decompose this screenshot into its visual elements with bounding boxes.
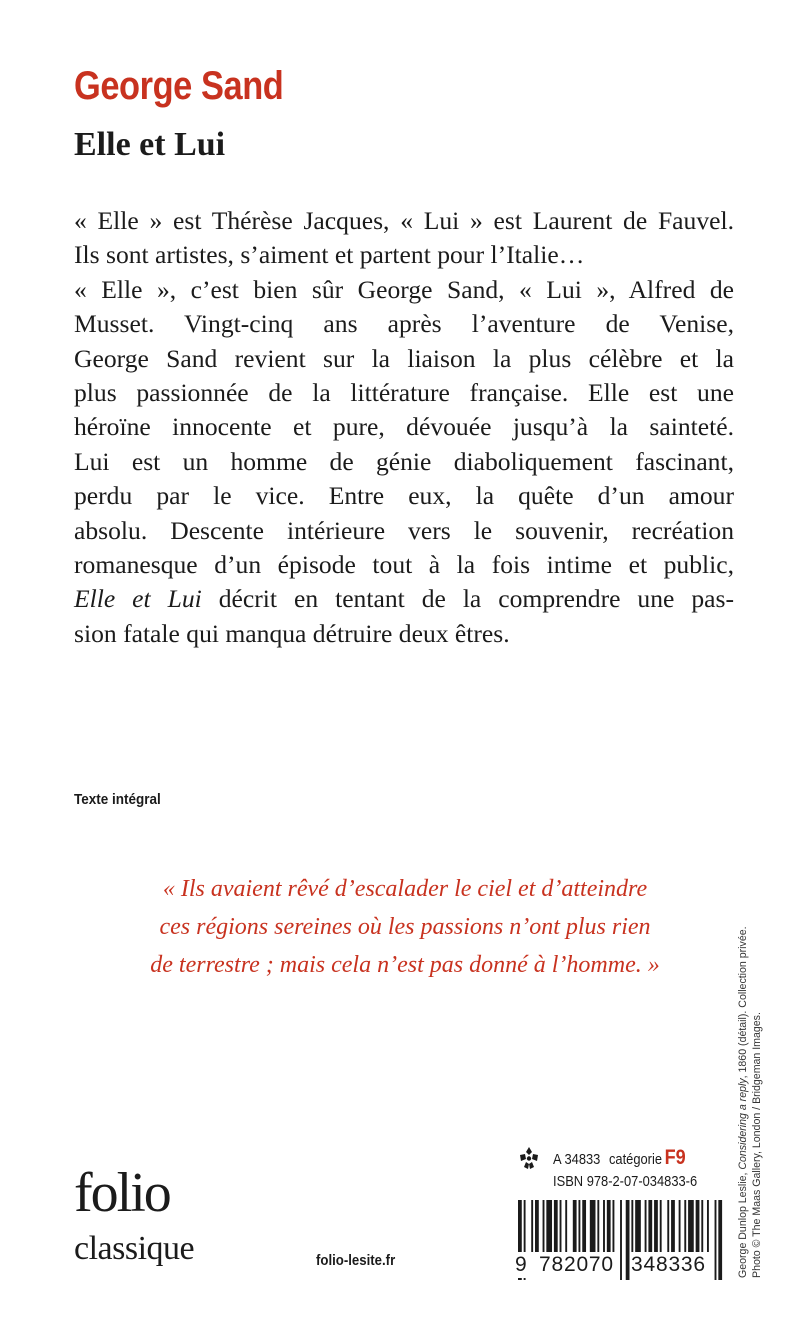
quote-line: de terrestre ; mais cela n’est pas donné à l’homme. » [150, 952, 660, 978]
credit-artwork-title: Considering a reply [737, 1078, 749, 1170]
blurb-line-rest: décrit en tentant de la comprendre une pas- [201, 584, 734, 614]
author-name: George Sand [74, 64, 284, 108]
barcode-digits [515, 1252, 725, 1278]
barcode-group-1: 782070 [539, 1253, 614, 1276]
barcode-bar [688, 1200, 694, 1252]
barcode-bar [707, 1200, 709, 1252]
barcode-group-2: 348336 [631, 1253, 706, 1276]
credit-line-2: Photo © The Maas Gallery, London / Bridgeman Images. [751, 1012, 763, 1278]
brand-classique: classique [74, 1230, 195, 1267]
credit-artist: George Dunlop Leslie, [737, 1169, 749, 1278]
barcode-bar [667, 1200, 669, 1252]
blurb-line: héroïne innocente et pure, dévouée jusqu’à la sainteté. [74, 412, 734, 442]
pull-quote [74, 870, 736, 984]
blurb-line [74, 582, 734, 616]
blurb-line: George Sand revient sur la liaison la plus célèbre et la [74, 343, 734, 373]
integral-text-label: Texte intégral [74, 791, 161, 808]
blurb [74, 204, 734, 651]
barcode-bar [582, 1200, 586, 1252]
blurb-line: « Elle » est Thérèse Jacques, « Lui » est Laurent de Fauvel. [74, 206, 734, 235]
blurb-line: romanesque d’un épisode tout à la fois intime et public, [74, 550, 734, 580]
isbn: ISBN 978-2-07-034833-6 [553, 1173, 698, 1190]
barcode-bar [531, 1200, 533, 1252]
barcode-bar [565, 1200, 567, 1252]
barcode-bar [597, 1200, 599, 1252]
reference-line [553, 1147, 686, 1171]
barcode-bar [590, 1200, 596, 1252]
barcode-bar [696, 1200, 700, 1252]
blurb-line: « Elle », c’est bien sûr George Sand, « Lui », Alfred de [74, 274, 734, 304]
blurb-line: Ils sont artistes, s’aiment et partent pour l’Italie… [74, 240, 585, 270]
barcode-bar [671, 1200, 675, 1252]
barcode-bar [660, 1200, 662, 1252]
quote-line: « Ils avaient rêvé d’escalader le ciel et d’atteindre [162, 876, 648, 902]
credit-details: , 1860 (détail). Collection privée. [737, 926, 749, 1079]
book-title: Elle et Lui [74, 126, 226, 163]
blurb-line: absolu. Descente intérieure vers le souvenir, recréation [74, 515, 734, 545]
barcode-bar [648, 1200, 652, 1252]
barcode-bar [701, 1200, 703, 1252]
category-code: F9 [664, 1146, 686, 1169]
barcode-bar [535, 1200, 539, 1252]
barcode-bar [679, 1200, 681, 1252]
barcode-bar [684, 1200, 686, 1252]
blurb-line: plus passionnée de la littérature française. Elle est une [74, 378, 734, 408]
barcode-bar [635, 1200, 641, 1252]
barcode-bar [546, 1200, 552, 1252]
barcode-bar [578, 1200, 580, 1252]
blurb-line: perdu par le vice. Entre eux, la quête d’un amour [74, 481, 734, 511]
blurb-line: Musset. Vingt-cinq ans après l’aventure de Venise, [74, 309, 734, 339]
barcode-bar [645, 1200, 647, 1252]
gallimard-logo-icon [517, 1146, 541, 1170]
image-credit [736, 838, 776, 1278]
barcode-bar [631, 1200, 633, 1252]
category-label: catégorie [608, 1151, 663, 1168]
blurb-italic-title: Elle et Lui [74, 584, 202, 614]
blurb-line: sion fatale qui manqua détruire deux êtres. [74, 618, 510, 648]
barcode-bar [612, 1200, 614, 1252]
barcode-bar [554, 1200, 558, 1252]
barcode-bar [654, 1200, 658, 1252]
website-url: folio-lesite.fr [316, 1252, 396, 1269]
brand-folio: folio [74, 1162, 170, 1224]
barcode-bar [603, 1200, 605, 1252]
quote-line: ces régions sereines où les passions n’ont plus rien [159, 914, 651, 940]
barcode-bar [543, 1200, 545, 1252]
barcode-bar [607, 1200, 611, 1252]
barcode-bar [573, 1200, 577, 1252]
credit-line-1 [736, 838, 750, 1278]
reference-number: A 34833 [553, 1151, 601, 1168]
barcode-first-digit: 9 [515, 1253, 527, 1276]
blurb-line: Lui est un homme de génie diaboliquement fascinant, [74, 446, 734, 476]
barcode-bar [560, 1200, 562, 1252]
